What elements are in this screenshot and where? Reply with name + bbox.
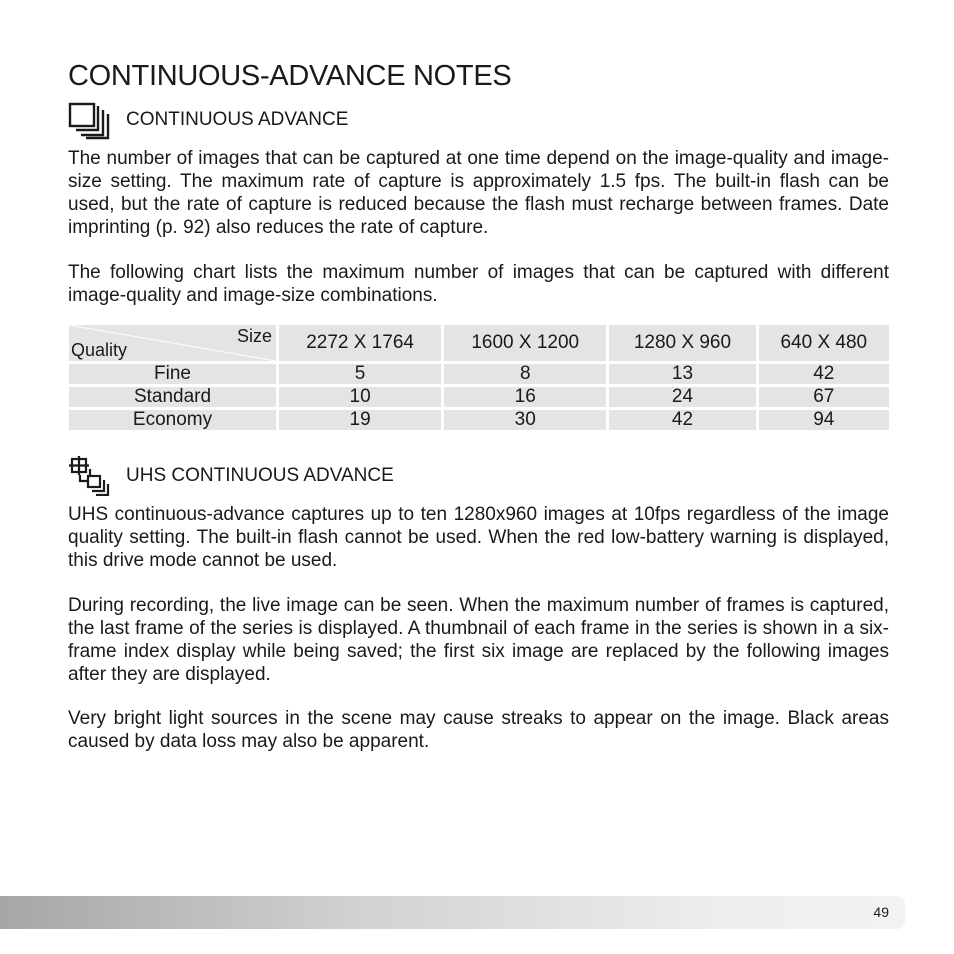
row-label: Standard: [69, 387, 276, 407]
paragraph: Very bright light sources in the scene may cause streaks to appear on the image. Black areas caused by data loss may also be apparent.: [68, 708, 889, 752]
section-heading-label: CONTINUOUS ADVANCE: [126, 109, 349, 130]
row-label: Economy: [69, 410, 276, 430]
column-header: 2272 X 1764: [279, 325, 441, 361]
table-cell: 24: [609, 387, 755, 407]
uhs-continuous-advance-icon: [68, 456, 112, 496]
page-title: CONTINUOUS-ADVANCE NOTES: [68, 60, 512, 92]
footer-bar: [0, 896, 905, 929]
section-heading-uhs: [68, 456, 394, 496]
table-row: [69, 364, 889, 384]
table-cell: 13: [609, 364, 755, 384]
paragraph: During recording, the live image can be seen. When the maximum number of frames is captured, the last frame of the series is displayed. A thumbnail of each frame in the series is shown in a six-frame index display while being saved; the first six image are replaced by the following images after they are displayed.: [68, 595, 889, 685]
corner-size-label: Size: [236, 326, 272, 346]
continuous-advance-icon: [68, 100, 112, 140]
paragraph: UHS continuous-advance captures up to ten 1280x960 images at 10fps regardless of the image quality setting. The built-in flash cannot be used. When the red low-battery warning is displayed, this drive mode cannot be used.: [68, 504, 889, 571]
table-cell: 5: [279, 364, 441, 384]
table-cell: 42: [609, 410, 755, 430]
page-number: 49: [873, 904, 889, 920]
paragraph: The following chart lists the maximum number of images that can be captured with different image-quality and image-size combinations.: [68, 262, 889, 306]
row-label: Fine: [69, 364, 276, 384]
section-heading-continuous: [68, 100, 349, 140]
table-cell: 94: [759, 410, 889, 430]
table-cell: 16: [444, 387, 606, 407]
column-header: 1280 X 960: [609, 325, 755, 361]
corner-quality-label: Quality: [71, 340, 128, 360]
quality-size-table: [66, 322, 892, 433]
table-cell: 8: [444, 364, 606, 384]
section-heading-label: UHS CONTINUOUS ADVANCE: [126, 465, 394, 486]
paragraph: The number of images that can be captured at one time depend on the image-quality and image-size setting. The maximum rate of capture is approximately 1.5 fps. The built-in flash can be used, but the rate of capture is reduced because the flash must recharge between frames. Date imprinting (p. 92) also reduces the rate of capture.: [68, 148, 889, 238]
table-row: [69, 410, 889, 430]
table-cell: 19: [279, 410, 441, 430]
table-cell: 67: [759, 387, 889, 407]
table-corner-cell: [69, 325, 276, 361]
column-header: 640 X 480: [759, 325, 889, 361]
table-header-row: [69, 325, 889, 361]
column-header: 1600 X 1200: [444, 325, 606, 361]
table-cell: 42: [759, 364, 889, 384]
table-row: [69, 387, 889, 407]
table-cell: 30: [444, 410, 606, 430]
table-cell: 10: [279, 387, 441, 407]
